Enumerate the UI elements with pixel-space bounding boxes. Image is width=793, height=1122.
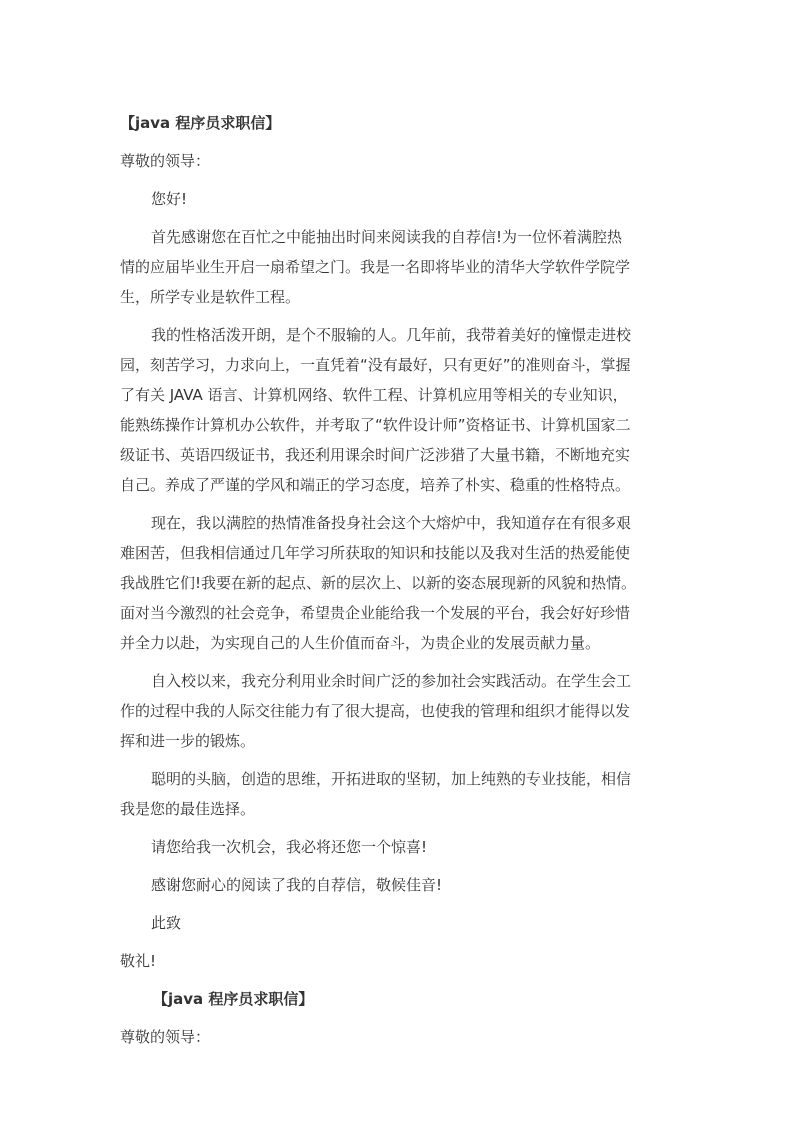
text-line: 挥和进一步的锻炼。 xyxy=(120,732,256,750)
text-line: 生，所学专业是软件工程。 xyxy=(120,288,301,306)
thanks-line: 感谢您耐心的阅读了我的自荐信，敬候佳音! xyxy=(151,876,443,894)
greeting: 您好! xyxy=(151,190,188,208)
paragraph-intro xyxy=(120,222,665,312)
text-line: 园，刻苦学习，力求向上，一直凭着“没有最好，只有更好”的准则奋斗，掌握 xyxy=(120,356,631,374)
text-line: 面对当今激烈的社会竞争，希望贵企业能给我一个发展的平台，我会好好珍惜 xyxy=(120,604,631,622)
text-line: 聪明的头脑，创造的思维，开拓进取的坚韧，加上纯熟的专业技能，相信 xyxy=(151,770,632,788)
text-line: 我的性格活泼开朗，是个不服输的人。几年前，我带着美好的憧憬走进校 xyxy=(151,326,632,344)
text-line: 自己。养成了严谨的学风和端正的学习态度，培养了朴实、稳重的性格特点。 xyxy=(120,476,631,494)
text-line: 作的过程中我的人际交往能力有了很大提高，也使我的管理和组织才能得以发 xyxy=(120,702,631,720)
text-line: 我战胜它们!我要在新的起点、新的层次上、以新的姿态展现新的风貌和热情。 xyxy=(120,574,637,592)
paragraph-present xyxy=(120,508,665,658)
letter-body xyxy=(120,108,665,1052)
paragraph-conclusion xyxy=(120,764,665,824)
salutation-second: 尊敬的领导： xyxy=(120,1028,211,1046)
text-line: 我是您的最佳选择。 xyxy=(120,800,256,818)
paragraph-personality xyxy=(120,320,665,500)
text-line: 级证书、英语四级证书，我还利用课余时间广泛涉猎了大量书籍，不断地充实 xyxy=(120,446,631,464)
text-line: 难困苦，但我相信通过几年学习所获取的知识和技能以及我对生活的热爱能使 xyxy=(120,544,631,562)
text-line: 现在，我以满腔的热情准备投身社会这个大熔炉中，我知道存在有很多艰 xyxy=(151,514,632,532)
closing-line-2: 敬礼! xyxy=(120,952,157,970)
paragraph-activities xyxy=(120,666,665,756)
letter-title-second: 【java 程序员求职信】 xyxy=(153,990,314,1008)
text-line: 能熟练操作计算机办公软件，并考取了“软件设计师”资格证书、计算机国家二 xyxy=(120,416,631,434)
closing-line-1: 此致 xyxy=(151,914,182,932)
text-line: 首先感谢您在百忙之中能抽出时间来阅读我的自荐信!为一位怀着满腔热 xyxy=(151,228,623,246)
letter-title: 【java 程序员求职信】 xyxy=(120,114,281,132)
salutation: 尊敬的领导： xyxy=(120,152,211,170)
text-line: 并全力以赴，为实现自己的人生价值而奋斗，为贵企业的发展贡献力量。 xyxy=(120,634,601,652)
text-line: 自入校以来，我充分利用业余时间广泛的参加社会实践活动。在学生会工 xyxy=(151,672,632,690)
request-line: 请您给我一次机会，我必将还您一个惊喜! xyxy=(151,838,428,856)
text-line: 情的应届毕业生开启一扇希望之门。我是一名即将毕业的清华大学软件学院学 xyxy=(120,258,631,276)
text-line: 了有关 JAVA 语言、计算机网络、软件工程、计算机应用等相关的专业知识， xyxy=(120,386,628,404)
